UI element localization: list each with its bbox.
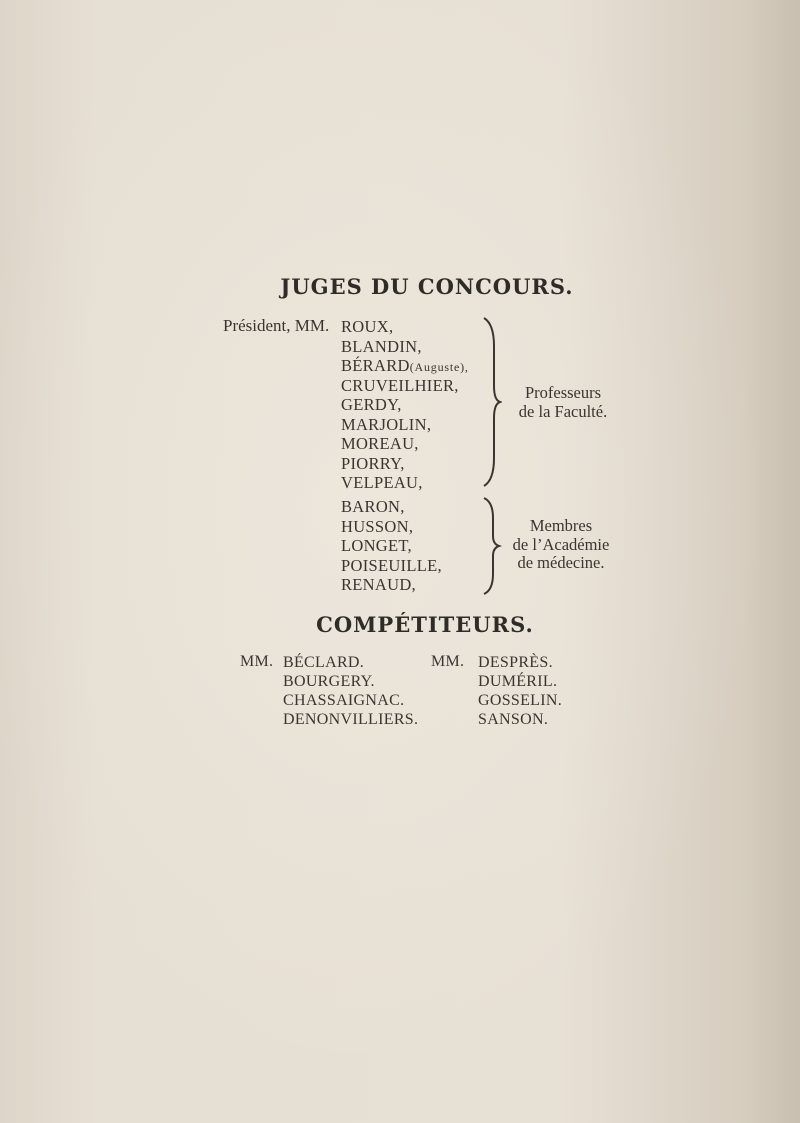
judge-name: PIORRY,	[341, 453, 405, 473]
competitor-name: CHASSAIGNAC.	[283, 692, 405, 709]
competitor-name: DUMÉRIL.	[478, 673, 558, 690]
competitor-name: GOSSELIN.	[478, 692, 563, 709]
judge-name: POISEUILLE,	[341, 555, 442, 575]
judge-name: RENAUD,	[341, 575, 416, 594]
academy-label	[491, 517, 631, 573]
professors-label	[493, 384, 633, 421]
judge-name: GERDY,	[341, 395, 402, 414]
academy-list	[341, 497, 442, 595]
judge-name-with-suffix	[341, 356, 469, 376]
competitor-name: BOURGERY.	[283, 673, 375, 690]
competitors-heading: COMPÉTITEURS.	[316, 612, 534, 637]
competitors-left-list	[283, 653, 418, 729]
judge-name: ROUX,	[341, 317, 394, 336]
judge-name-suffix: (Auguste),	[409, 360, 469, 374]
judge-name: BARON,	[341, 497, 405, 516]
academy-label-line: Membres	[529, 516, 593, 535]
judge-name: BLANDIN,	[341, 336, 422, 356]
president-label: Président, MM.	[223, 316, 330, 335]
judge-name: VELPEAU,	[341, 473, 423, 492]
judge-name: BÉRARD	[341, 356, 410, 375]
judge-name: MOREAU,	[341, 434, 419, 453]
professors-label-line: de la Faculté.	[518, 401, 608, 421]
professors-list	[341, 317, 469, 493]
judge-name: MARJOLIN,	[341, 414, 432, 434]
judges-heading: JUGES DU CONCOURS.	[280, 274, 574, 299]
competitor-name: DENONVILLIERS.	[283, 711, 419, 728]
judge-name: LONGET,	[341, 536, 412, 555]
competitors-prefix-left: MM.	[240, 653, 274, 670]
judge-name: HUSSON,	[341, 516, 414, 536]
competitors-right-list	[478, 653, 562, 729]
judge-name: CRUVEILHIER,	[341, 375, 459, 395]
academy-label-line: de l’Académie	[512, 534, 610, 554]
competitor-name: DESPRÈS.	[478, 654, 553, 671]
academy-label-line: de médecine.	[517, 553, 605, 572]
competitors-prefix-right: MM.	[431, 653, 465, 670]
competitor-name: BÉCLARD.	[283, 654, 365, 671]
professors-label-line: Professeurs	[524, 383, 602, 402]
competitor-name: SANSON.	[478, 711, 549, 728]
